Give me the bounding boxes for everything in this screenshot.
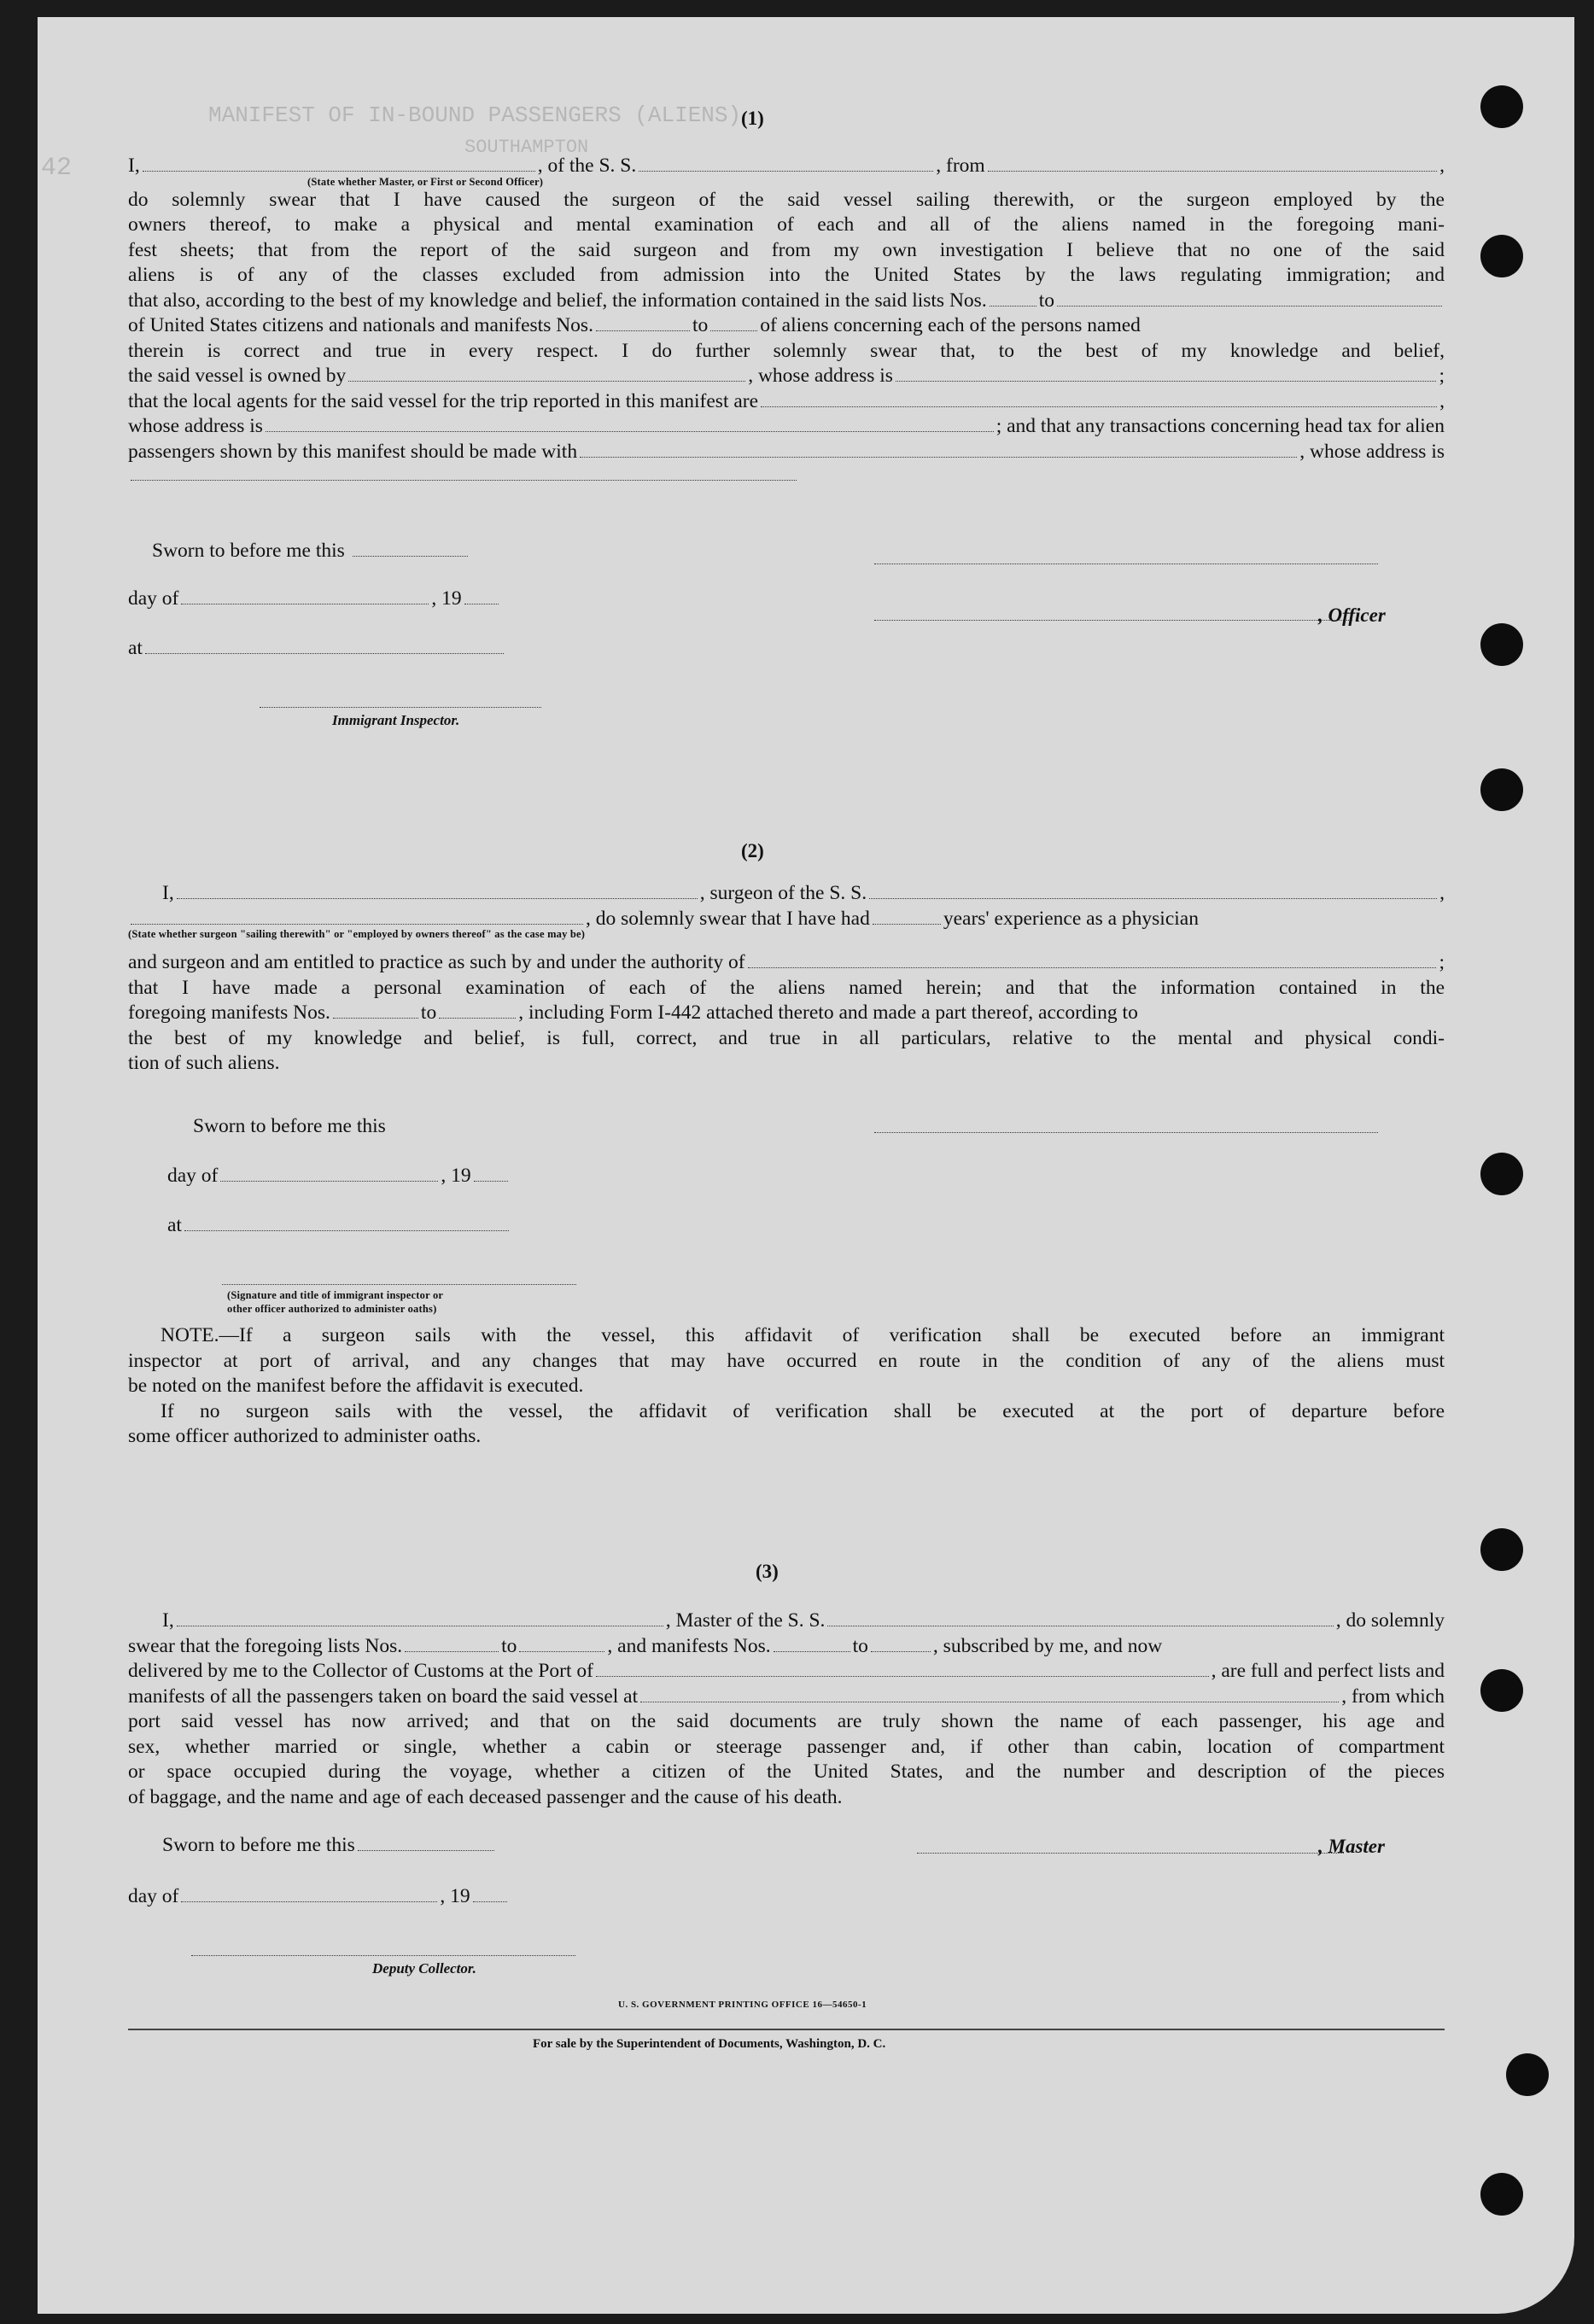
note-line-2: inspector at port of arrival, and any changes that may have occurred en route in the condition of any of the aliens must (128, 1349, 1445, 1372)
punctuation: ; (1439, 951, 1445, 973)
section-2-i: I, (162, 882, 174, 904)
head-tax-label: ; and that any transactions concerning head tax for alien (996, 415, 1445, 437)
head-tax-address-field[interactable] (131, 464, 797, 481)
surgeon-inspector-signature-line[interactable] (222, 1284, 576, 1285)
year-field[interactable] (473, 1886, 507, 1902)
day-of-label: day of (128, 587, 179, 610)
whose-address-label: , whose address is (1299, 440, 1445, 463)
oath-text-6 (128, 313, 1445, 339)
section-1-i: I, (128, 155, 140, 177)
section-2-sworn (128, 1115, 386, 1138)
boarding-port-field[interactable] (640, 1686, 1339, 1702)
year-label: , 19 (431, 587, 462, 610)
sworn-field[interactable] (358, 1835, 494, 1851)
bleed-through-port: SOUTHAMPTON (464, 137, 589, 158)
from-which-label: , from which (1341, 1685, 1445, 1708)
oath-text-3: fest sheets; that from the report of the said surgeon and from my own investigation I believe that no one of the said (128, 238, 1445, 261)
form-i442-label: , including Form I-442 attached thereto and made a part thereof, according to (518, 1001, 1138, 1024)
surgeon-manifest-to-field[interactable] (439, 1002, 516, 1019)
oath-text-2: owners thereof, to make a physical and mental examination of each and all of the aliens named in the foregoing mani- (128, 213, 1445, 236)
oath-text-1: do solemnly swear that I have caused the surgeon of the said vessel sailing therewith, or the surgeon employed by the (128, 188, 1445, 211)
section-3-text-5: port said vessel has now arrived; and that on the said documents are truly shown the name of each passenger, his age and (128, 1710, 1445, 1732)
officer-rank-note: (State whether Master, or First or Second Officer) (307, 175, 544, 188)
master-name-field[interactable] (177, 1610, 663, 1626)
section-3-sworn (128, 1834, 497, 1857)
section-2-line-3 (128, 950, 1445, 976)
section-2-text-7: tion of such aliens. (128, 1052, 280, 1074)
head-tax-contact-label: passengers shown by this manifest should be made with (128, 440, 578, 463)
owner-address-field[interactable] (896, 365, 1437, 382)
at-label: at (128, 637, 143, 659)
punch-hole (1480, 85, 1523, 128)
collector-port-field[interactable] (596, 1661, 1209, 1677)
section-1-sworn (128, 540, 470, 563)
punctuation: ; (1439, 365, 1445, 387)
section-1-at (128, 637, 506, 660)
section-2-text-4: that I have made a personal examination of each of the aliens named herein; and that the information contained in the (128, 976, 1445, 999)
surgeon-note (128, 1323, 1445, 1450)
collector-port-label: delivered by me to the Collector of Customs at the Port of (128, 1660, 593, 1682)
punctuation: , (1439, 155, 1445, 177)
years-experience-field[interactable] (873, 908, 941, 925)
local-agents-label: that the local agents for the said vessel for the trip reported in this manifest are (128, 389, 759, 412)
year-field[interactable] (474, 1165, 508, 1182)
taken-on-board-label: manifests of all the passengers taken on board the said vessel at (128, 1685, 639, 1708)
manifest-from-field[interactable] (596, 315, 690, 331)
note-line-1: NOTE.—If a surgeon sails with the vessel, this affidavit of verification shall be executed before an immigrant (161, 1324, 1445, 1346)
section-3-text-6: sex, whether married or single, whether a cabin or steerage passenger and, if other than cabin, location of compartment (128, 1735, 1445, 1758)
section-1-day (128, 587, 501, 610)
bleed-through-header: MANIFEST OF IN-BOUND PASSENGERS (ALIENS) (208, 102, 742, 128)
year-label: , 19 (440, 1885, 470, 1907)
day-of-label: day of (167, 1165, 219, 1187)
surgeon-signature-line[interactable] (874, 1132, 1378, 1133)
officer-rank-field[interactable] (143, 155, 535, 172)
agent-address-field[interactable] (266, 416, 994, 432)
punch-hole (1506, 2053, 1549, 2096)
owner-field[interactable] (348, 365, 745, 382)
section-2-number: (2) (741, 840, 764, 861)
section-2-text-6: the best of my knowledge and belief, is full, correct, and true in all particulars, relative to the mental and physical condi- (128, 1026, 1445, 1049)
section-2-oath (128, 881, 1445, 1077)
sworn-label: Sworn to before me this (152, 540, 345, 562)
oath-text-12 (128, 464, 1445, 481)
sworn-label: Sworn to before me this (162, 1834, 355, 1856)
sworn-label: Sworn to before me this (193, 1115, 386, 1137)
oath-text-6c: of aliens concerning each of the persons named (760, 314, 1141, 336)
master-caption: , Master (1318, 1836, 1385, 1857)
officer-signature-line-2[interactable] (874, 620, 1352, 621)
surgeon-status-field[interactable] (131, 908, 583, 925)
oath-text-4: aliens is of any of the classes excluded from admission into the United States by the laws regulating immigration; and (128, 264, 1445, 286)
oath-text-5a: that also, according to the best of my knowledge and belief, the information contained in the said lists Nos. (128, 289, 987, 312)
perfect-lists-label: , are full and perfect lists and (1211, 1660, 1445, 1682)
oath-text-11 (128, 440, 1445, 465)
surgeon-vessel-field[interactable] (869, 883, 1437, 899)
to-label: to (420, 1001, 437, 1024)
signature-caption-1: (Signature and title of immigrant inspector or (227, 1289, 444, 1301)
signature-caption-2: other officer authorized to administer oaths) (227, 1303, 437, 1315)
day-field[interactable] (181, 1886, 437, 1902)
printing-office-imprint: U. S. GOVERNMENT PRINTING OFFICE 16—54650-1 (618, 2000, 867, 2010)
section-3-number: (3) (756, 1561, 779, 1582)
sworn-field[interactable] (353, 540, 468, 557)
to-label: to (852, 1634, 868, 1657)
local-agents-field[interactable] (761, 391, 1437, 407)
master-of-ss-label: , Master of the S. S. (665, 1609, 826, 1632)
section-1-oath (128, 154, 1445, 481)
surgeon-status-note: (State whether surgeon "sailing therewith" or "employed by owners thereof" as the case may be) (128, 928, 586, 940)
years-experience-label: years' experience as a physician (943, 907, 1199, 930)
authority-field[interactable] (748, 952, 1437, 968)
deputy-collector-caption: Deputy Collector. (372, 1960, 476, 1977)
section-3-day (128, 1885, 510, 1908)
collector-signature-line[interactable] (191, 1955, 575, 1956)
punctuation: , (1439, 389, 1445, 412)
year-label: , 19 (441, 1165, 471, 1187)
section-3-i: I, (162, 1609, 174, 1632)
to-label: to (501, 1634, 517, 1657)
section-3-text-8: of baggage, and the name and age of each deceased passenger and the cause of his death. (128, 1785, 843, 1808)
inspector-signature-line[interactable] (260, 707, 541, 708)
lists-nos-label: swear that the foregoing lists Nos. (128, 1634, 403, 1657)
section-3-line-2 (128, 1634, 1445, 1660)
section-1-number: (1) (741, 108, 764, 129)
surgeon-name-field[interactable] (177, 883, 698, 899)
agent-address-label: whose address is (128, 415, 263, 437)
punch-hole (1480, 623, 1523, 666)
owned-by-label: the said vessel is owned by (128, 365, 347, 387)
punctuation: , (1439, 882, 1445, 904)
footer-rule (128, 2029, 1445, 2030)
section-2-line-1 (128, 881, 1445, 907)
manifest-to-field[interactable] (710, 315, 757, 331)
section-3-line-1 (128, 1609, 1445, 1634)
punch-hole (1480, 1528, 1523, 1571)
master-manifest-from-field[interactable] (774, 1636, 850, 1652)
punch-hole (1480, 1669, 1523, 1712)
whose-address-label: , whose address is (748, 365, 893, 387)
section-2-line-5 (128, 1001, 1445, 1026)
section-2-day (128, 1165, 511, 1188)
master-vessel-field[interactable] (827, 1610, 1333, 1626)
surgeon-of-ss-label: , surgeon of the S. S. (699, 882, 867, 904)
oath-text-7: therein is correct and true in every respect. I do further solemnly swear that, to the best of my knowledge and belief, (128, 339, 1445, 362)
note-line-3: be noted on the manifest before the affidavit is executed. (128, 1375, 584, 1397)
manifest-page (38, 17, 1574, 2314)
to-label: to (1038, 289, 1054, 312)
at-label: at (167, 1214, 182, 1236)
head-tax-contact-field[interactable] (580, 441, 1297, 458)
oath-text-10 (128, 414, 1445, 440)
sale-notice: For sale by the Superintendent of Documents, Washington, D. C. (533, 2037, 886, 2051)
oath-text-6a: of United States citizens and nationals and manifests Nos. (128, 314, 593, 336)
departure-port-field[interactable] (988, 155, 1437, 172)
master-list-from-field[interactable] (405, 1636, 499, 1652)
at-field[interactable] (184, 1215, 509, 1231)
note-line-4: If no surgeon sails with the vessel, the affidavit of verification shall be executed at the port of departure before (161, 1399, 1445, 1422)
year-field[interactable] (464, 588, 499, 604)
list-from-field[interactable] (990, 290, 1036, 307)
manifests-nos-label: , and manifests Nos. (607, 1634, 771, 1657)
to-label: to (692, 314, 709, 336)
from-label: , from (936, 155, 985, 177)
list-to-field[interactable] (1057, 290, 1442, 307)
note-line-5: some officer authorized to administer oaths. (128, 1425, 482, 1447)
oath-text-5 (128, 289, 1445, 314)
officer-caption: , Officer (1318, 604, 1386, 626)
punch-hole (1480, 235, 1523, 277)
master-signature-line[interactable] (917, 1853, 1344, 1854)
section-3-text-7: or space occupied during the voyage, whether a citizen of the United States, and the number and description of the pieces (128, 1761, 1445, 1783)
subscribed-label: , subscribed by me, and now (932, 1634, 1163, 1657)
authority-label: and surgeon and am entitled to practice as such by and under the authority of (128, 951, 745, 973)
punch-hole (1480, 768, 1523, 811)
master-list-to-field[interactable] (519, 1636, 604, 1652)
officer-signature-line-1[interactable] (874, 563, 1378, 564)
immigrant-inspector-caption: Immigrant Inspector. (332, 712, 460, 728)
vessel-name-field[interactable] (639, 155, 933, 172)
bleed-through-margin-number: 42 (41, 154, 73, 183)
oath-text-9 (128, 389, 1445, 415)
day-of-label: day of (128, 1885, 179, 1907)
swear-experience-label: , do solemnly swear that I have had (586, 907, 870, 930)
punch-hole (1480, 1153, 1523, 1195)
oath-text-8 (128, 364, 1445, 389)
do-solemnly-label: , do solemnly (1335, 1609, 1445, 1632)
day-field[interactable] (181, 588, 429, 604)
of-the-ss-label: , of the S. S. (537, 155, 637, 177)
section-3-line-4 (128, 1685, 1445, 1710)
day-field[interactable] (220, 1165, 438, 1182)
at-field[interactable] (145, 638, 504, 654)
manifests-label: foregoing manifests Nos. (128, 1001, 330, 1024)
section-3-line-3 (128, 1659, 1445, 1685)
section-3-oath (128, 1609, 1445, 1810)
surgeon-manifest-from-field[interactable] (333, 1002, 418, 1019)
punch-hole (1480, 2173, 1523, 2216)
master-manifest-to-field[interactable] (871, 1636, 931, 1652)
section-2-at (128, 1214, 511, 1237)
